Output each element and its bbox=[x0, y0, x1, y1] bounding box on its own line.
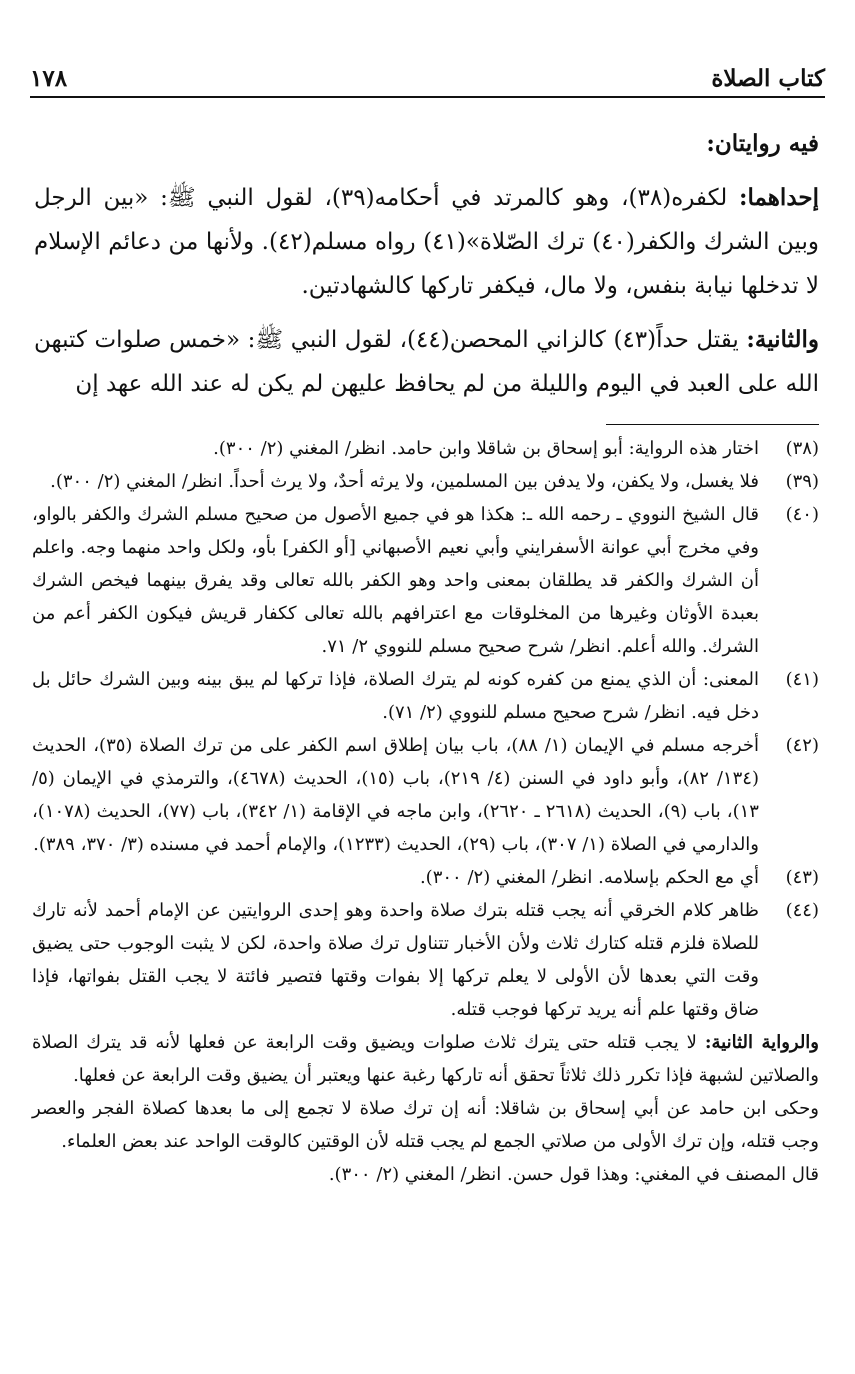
header-rule bbox=[30, 96, 825, 98]
paragraph-lead: والثانية: bbox=[746, 326, 819, 353]
footnote bbox=[32, 432, 819, 465]
footnote-text: فلا يغسل، ولا يكفن، ولا يدفن بين المسلمين، ولا يرثه أحدٌ، ولا يرث أحداً. انظر/ المغني (٢/ ٣٠٠). bbox=[50, 471, 759, 492]
footnote-number: (٤١) bbox=[785, 669, 819, 690]
main-text bbox=[34, 122, 819, 416]
footnote-separator bbox=[606, 424, 819, 425]
paragraph-text: لا يجب قتله حتى يترك ثلاث صلوات ويضيق وقت الرابعة عن فعلها لأنه قد يترك الصلاة والصلاتين لشبهة فإذا تكرر ذلك ثلاثاً تحقق أنه تاركها رغبة عنها ويعتبر أن يضيق وقت الرابعة عن فعلها. bbox=[32, 1032, 819, 1086]
running-title: كتاب الصلاة bbox=[711, 65, 825, 92]
footnote-continuation bbox=[32, 1026, 819, 1191]
footnote bbox=[32, 729, 819, 861]
section-heading: فيه روايتان: bbox=[706, 130, 819, 157]
paragraph-first-narration bbox=[34, 176, 819, 308]
footnote bbox=[32, 498, 819, 663]
footnote-number: (٤٤) bbox=[785, 900, 819, 921]
footnote bbox=[32, 465, 819, 498]
footnote-number: (٤٣) bbox=[785, 867, 819, 888]
page-header bbox=[30, 52, 825, 92]
footnote-number: (٤٠) bbox=[785, 504, 819, 525]
footnote-number: (٣٩) bbox=[785, 471, 819, 492]
paragraph-text: يقتل حداً(٤٣) كالزاني المحصن(٤٤)، لقول النبي ﷺ: «خمس صلوات كتبهن الله على العبد في اليوم والليلة من لم يحافظ عليهن لم يكن له عند الله عهد إن bbox=[34, 327, 819, 397]
paragraph-second-narration bbox=[34, 318, 819, 406]
footnote-text: أي مع الحكم بإسلامه. انظر/ المغني (٢/ ٣٠٠). bbox=[419, 867, 759, 888]
paragraph-text: لكفره(٣٨)، وهو كالمرتد في أحكامه(٣٩)، لقول النبي ﷺ: «بين الرجل وبين الشرك والكفر(٤٠) ترك الصّلاة»(٤١) رواه مسلم(٤٢). ولأنها من دعائم الإسلام لا تدخلها نيابة بنفس، ولا مال، فيكفر تاركها كالشهادتين. bbox=[34, 185, 819, 299]
continuation-paragraph: قال المصنف في المغني: وهذا قول حسن. انظر/ المغني (٢/ ٣٠٠). bbox=[328, 1164, 819, 1185]
paragraph-lead: إحداهما: bbox=[739, 184, 819, 211]
footnote-number: (٤٢) bbox=[785, 735, 819, 756]
continuation-paragraph: وحكى ابن حامد عن أبي إسحاق بن شاقلا: أنه إن ترك صلاة لا تجمع إلى ما بعدها كصلاة الفجر والعصر وجب قتله، وإن ترك الأولى من صلاتي الجمع لم يجب قتله لأن الوقتين كالوقت الواحد عند بعض العلماء. bbox=[32, 1098, 819, 1152]
footnote bbox=[32, 663, 819, 729]
footnote-text: أخرجه مسلم في الإيمان (١/ ٨٨)، باب بيان إطلاق اسم الكفر على من ترك الصلاة (٣٥)، الحديث (١٣٤/ ٨٢)، وأبو داود في السنن (٤/ ٢١٩)، باب (١٥)، الحديث (٤٦٧٨)، والترمذي في الإيمان (٥/ ١٣)، باب (٩)، الحديث (٢٦١٨ ـ ٢٦٢٠)، وابن ماجه في الإقامة (١/ ٣٤٢)، باب (٧٧)، الحديث (١٠٧٨)، والدارمي في الصلاة (١/ ٣٠٧)، باب (٢٩)، الحديث (١٢٣٣)، والإمام أحمد في مسنده (٣/ ٣٧٠، ٣٨٩). bbox=[32, 735, 759, 855]
continuation-paragraph bbox=[32, 1026, 819, 1092]
footnote-text: قال الشيخ النووي ـ رحمه الله ـ: هكذا هو في جميع الأصول من صحيح مسلم الشرك والكفر بالواو، وفي مخرج أبي عوانة الأسفرايني وأبي نعيم الأصبهاني [أو الكفر] بأو، ولكل واحد منهما وجه. واعلم أن الشرك والكفر قد يطلقان بمعنى واحد وهو الكفر بالله تعالى وقد يفرق بينهما فيخص الشرك بعبدة الأوثان وغيرها من المخلوقات مع اعترافهم بالله تعالى ككفار قريش فيكون الكفر أعم من الشرك. والله أعلم. انظر/ شرح صحيح مسلم للنووي ٢/ ٧١. bbox=[32, 504, 759, 657]
footnote bbox=[32, 861, 819, 894]
footnotes bbox=[32, 432, 819, 1191]
footnote-text: المعنى: أن الذي يمنع من كفره كونه لم يترك الصلاة، فإذا تركها لم يبق بينه وبين الشرك حائل بل دخل فيه. انظر/ شرح صحيح مسلم للنووي (٢/ ٧١). bbox=[32, 669, 759, 723]
footnote-number: (٣٨) bbox=[785, 438, 819, 459]
footnote-text: اختار هذه الرواية: أبو إسحاق بن شاقلا وابن حامد. انظر/ المغني (٢/ ٣٠٠). bbox=[213, 438, 759, 459]
footnote-text: ظاهر كلام الخرقي أنه يجب قتله بترك صلاة واحدة وهو إحدى الروايتين عن الإمام أحمد لأنه تارك للصلاة فلزم قتله كتارك ثلاث ولأن الأخبار تتناول ترك صلاة واحدة، لكن لا يثبت الوجوب حتى يضيق وقت التي بعدها لأن الأولى لا يعلم تركها إلا بفوات وقتها فتصير فائتة لا يجب القتل بفواتها، فإذا ضاق وقتها علم أنه يريد تركها فوجب قتله. bbox=[32, 900, 759, 1020]
page-number: ١٧٨ bbox=[30, 65, 68, 92]
footnote bbox=[32, 894, 819, 1026]
paragraph-lead: والرواية الثانية: bbox=[704, 1032, 819, 1053]
